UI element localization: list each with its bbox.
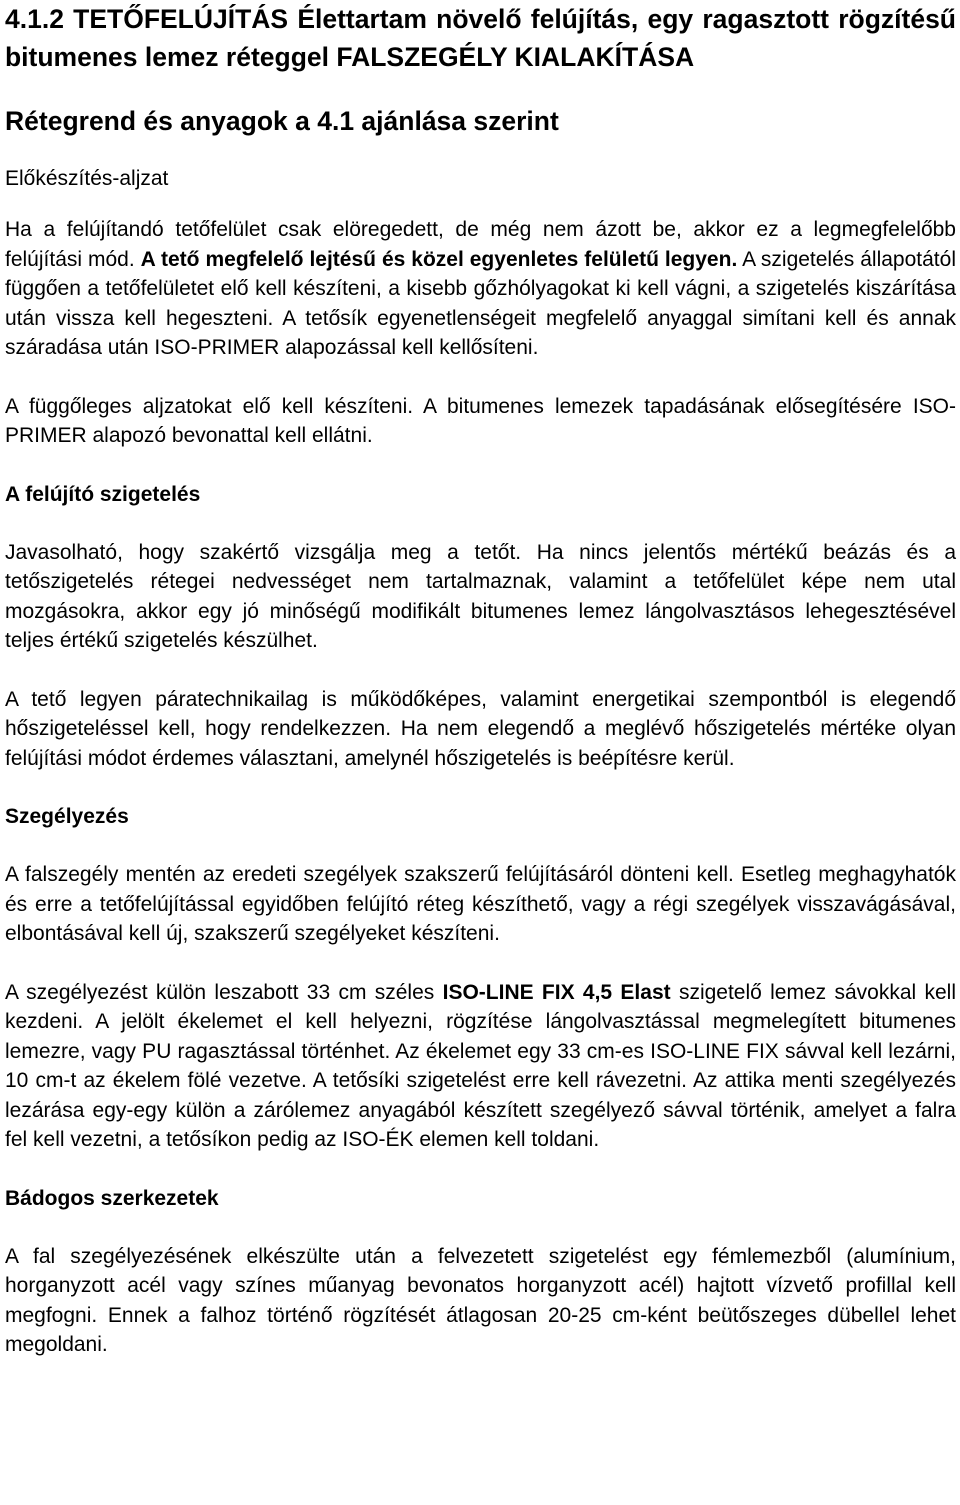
document-title: 4.1.2 TETŐFELÚJÍTÁS Élettartam növelő felújítás, egy ragasztott rögzítésű bitumenes lemez réteggel FALSZEGÉLY KIALAKÍTÁSA — [5, 4, 956, 72]
paragraph-sheet-metal: A fal szegélyezésének elkészülte után a felvezetett szigetelést egy fémlemezből (alumínium, horganyzott acél vagy színes műanyag bevonatos horganyzott acél) hajtott vízvető profillal kell megfogni. Ennek a falhoz történő rögzítését átlagosan 20-25 cm-ként beütőszeges dübellel lehet megoldani. — [5, 1244, 956, 1356]
heading-edging: Szegélyezés — [5, 805, 129, 828]
document-subtitle: Rétegrend és anyagok a 4.1 ajánlása szerint — [5, 106, 559, 136]
paragraph-text: szigetelő lemez sávokkal kell kezdeni. A jelölt ékelemet el kell helyezni, rögzítése lángolvasztással megmelegített bitumenes lemezre, vagy PU ragasztással történhet. Az ékelemet egy 33 cm-es ISO-LINE FIX sávval kell lezárni, 10 cm-t az ékelem fölé vezetve. A tetősíki szigetelést erre kell rávezetni. Az attika menti szegélyezés lezárása egy-egy külön a zárólemez anyagából készített szegélyező sávval történik, amelyet a falra fel kell vezetni, a tetősíkon pedig az ISO-ÉK elemen kell toldani. — [5, 980, 957, 1151]
paragraph-text: A szegélyezést külön leszabott 33 cm széles — [5, 980, 443, 1004]
heading-sheet-metal: Bádogos szerkezetek — [5, 1186, 219, 1210]
heading-renovating-insulation: A felújító szigetelés — [5, 482, 201, 506]
paragraph-preparation — [5, 215, 956, 363]
product-name: ISO-LINE FIX 4,5 Elast — [442, 980, 671, 1004]
paragraph-text: A szigetelés állapotától függően a tetőfelületet elő kell készíteni, a kisebb gőzhólyagokat ki kell vágni, a szigetelés kiszárítása után vissza kell hegeszteni. A tetősík egyenetlenségeit megfelelő anyaggal simítani kell és annak száradása után ISO-PRIMER alapozással kell kellősíteni. — [5, 247, 956, 359]
paragraph-vertical-substrates: A függőleges aljzatokat elő kell készíteni. A bitumenes lemezek tapadásának elősegítésére ISO-PRIMER alapozó bevonattal kell ellátni. — [5, 394, 956, 447]
paragraph-wall-edge: A falszegély mentén az eredeti szegélyek szakszerű felújításáról dönteni kell. Esetleg meghagyhatók és erre a tetőfelújítással egyidőben felújító réteg készíthető, vagy a régi szegélyek visszavágásával, elbontásával kell új, szakszerű szegélyeket készíteni. — [5, 863, 956, 945]
paragraph-text: Ha a felújítandó tetőfelület csak elöregedett, de még nem ázott be, akkor ez a legmegfelelőbb felújítási mód. — [5, 218, 956, 271]
section-label-preparation: Előkészítés-aljzat — [5, 167, 169, 190]
paragraph-expert-inspection: Javasolható, hogy szakértő vizsgálja meg a tetőt. Ha nincs jelentős mértékű beázás és a tetőszigetelés rétegei nedvességet nem tartalmaznak, valamint a tetőfelület képe nem utal mozgásokra, akkor egy jó minőségű modifikált bitumenes lemez lángolvasztásos lehegesztésével teljes értékű szigetelés készülhet. — [5, 540, 956, 652]
bold-emphasis: A tető megfelelő lejtésű és közel egyenletes felületű legyen. — [140, 247, 738, 271]
paragraph-edging-procedure — [5, 978, 956, 1155]
paragraph-vapor-technical: A tető legyen páratechnikailag is működőképes, valamint energetikai szempontból is elegendő hőszigeteléssel kell, hogy rendelkezzen. Ha nem elegendő a meglévő hőszigetelés mértéke olyan felújítási módot érdemes választani, amelynél hőszigetelés is beépítésre kerül. — [5, 687, 956, 770]
